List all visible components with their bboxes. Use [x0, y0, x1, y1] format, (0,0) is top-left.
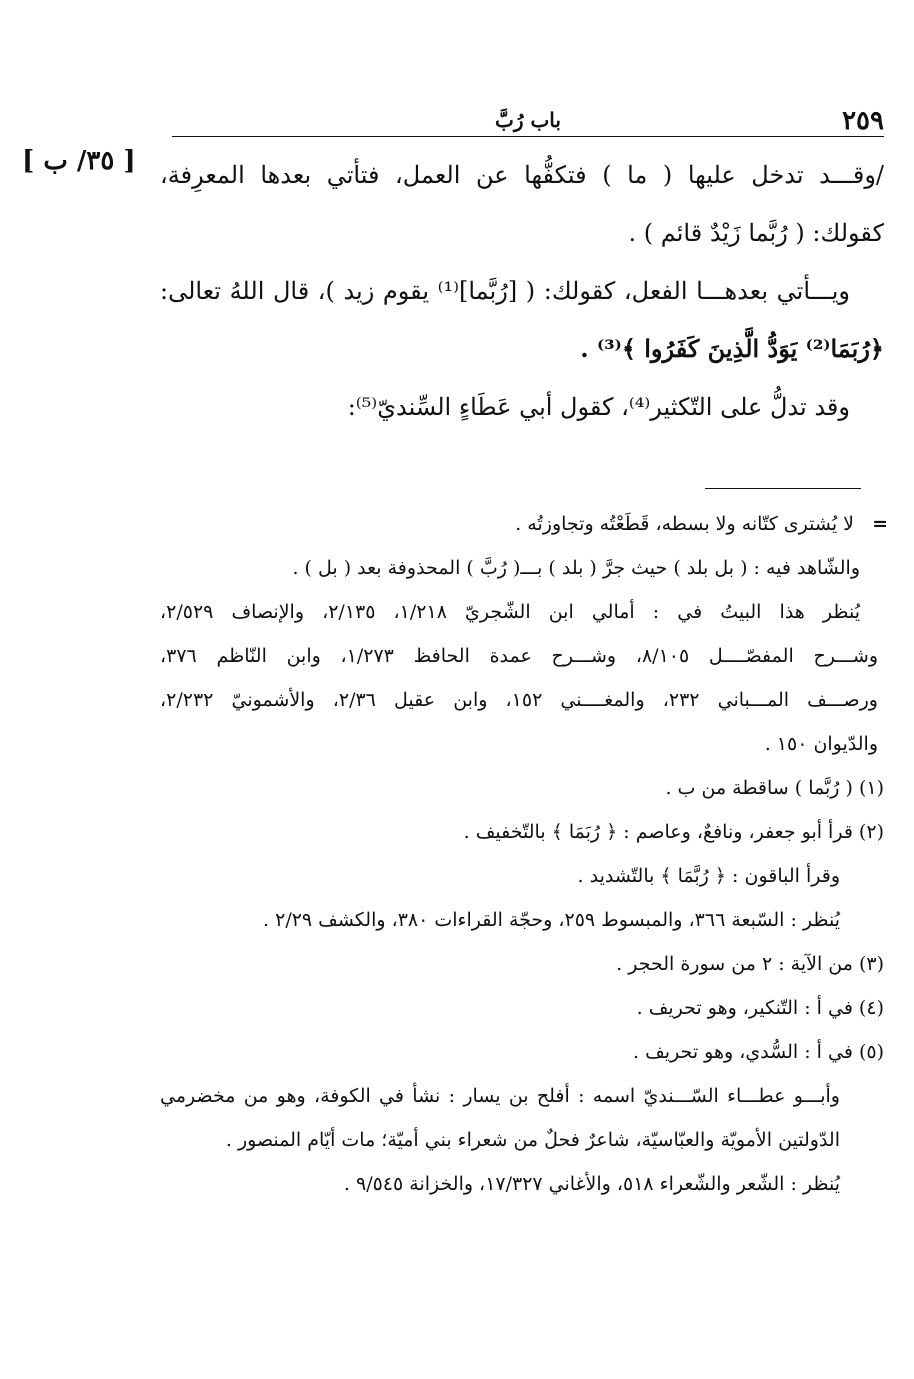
main-text-line: /وقـــد تدخل عليها ( ما ) فتكفُّها عن العمل، فتأتي بعدها المعرِفة، — [160, 161, 884, 189]
main-text-line: ويـــأتي بعدهـــا الفعل، كقولك: ( [رُبَّما]⁽¹⁾ يقوم زيد )، قال اللهُ تعالى: — [160, 277, 850, 305]
page-header — [172, 106, 884, 136]
footnote-item: (١) ( رُبَّما ) ساقطة من ب . — [665, 777, 884, 799]
footnote-line: الدّولتين الأمويّة والعبّاسيّة، شاعرٌ فحلٌ من شعراء بني أميّة؛ مات أيّام المنصور . — [225, 1129, 840, 1151]
quran-verse: ﴿رُبَمَا⁽²⁾ يَوَدُّ الَّذِينَ كَفَرُوا ﴾⁽³⁾ . — [580, 334, 884, 363]
footnote-line: يُنظر هذا البيتُ في : أمالي ابن الشّجريّ ١/٢١٨، ٢/١٣٥، والإنصاف ٢/٥٢٩، — [160, 601, 860, 623]
footnote-separator — [705, 488, 861, 489]
footnote-line-text: لا يُشترى كتّانه ولا بسطه، قَطَعْتُه وتجاوزتُه . — [515, 513, 854, 535]
footnote-line: والشّاهد فيه : ( بل بلد ) حيث جرَّ ( بلد ) بـــ( رُبَّ ) المحذوفة بعد ( بل ) . — [292, 557, 860, 579]
footnote-line — [160, 502, 888, 546]
running-title: باب رُبَّ — [495, 108, 561, 132]
footnote-line: وقرأ الباقون : ﴿ رُبَّمَا ﴾ بالتّشديد . — [577, 865, 840, 887]
main-text-line: وقد تدلُّ على التّكثير⁽⁴⁾، كقول أبي عَطَاءٍ السِّنديّ⁽⁵⁾: — [347, 393, 850, 421]
footnote-line: وشـــرح المفصّــــل ٨/١٠٥، وشـــرح عمدة الحافظ ١/٢٧٣، وابن النّاظم ٣٧٦، — [160, 645, 878, 667]
footnote-line: ورصـــف المـــباني ٢٣٢، والمغــــني ١٥٢، وابن عقيل ٢/٣٦، والأشمونيّ ٢/٢٣٢، — [160, 689, 878, 711]
main-text — [160, 146, 884, 436]
continuation-mark: = — [872, 513, 888, 535]
footnote-line: وأبـــو عطـــاء السّـــنديّ اسمه : أفلح بن يسار : نشأ في الكوفة، وهو من مخضرمي — [160, 1085, 840, 1107]
footnote-line: والدّيوان ١٥٠ . — [764, 733, 878, 755]
footnote-item: (٥) في أ : السُّدي، وهو تحريف . — [633, 1041, 884, 1063]
footnote-item: (٤) في أ : التّنكير، وهو تحريف . — [636, 997, 884, 1019]
footnote-item: (٢) قرأ أبو جعفر، ونافعٌ، وعاصم : ﴿ رُبَمَا ﴾ بالتّخفيف . — [463, 821, 884, 843]
footnotes — [160, 502, 888, 1206]
main-text-line: كقولك: ( رُبَّما زَيْدٌ قائم ) . — [628, 219, 884, 247]
footnote-line: يُنظر : الشّعر والشّعراء ٥١٨، والأغاني ١٧/٣٢٧، والخزانة ٩/٥٤٥ . — [343, 1173, 840, 1195]
page-number: ٢٥٩ — [842, 106, 884, 136]
footnote-line: يُنظر : السّبعة ٣٦٦، والمبسوط ٢٥٩، وحجّة القراءات ٣٨٠، والكشف ٢/٢٩ . — [263, 909, 840, 931]
margin-manuscript-reference: [ ٣٥/ ب ] — [22, 146, 136, 176]
header-rule — [172, 136, 884, 137]
footnote-item: (٣) من الآية : ٢ من سورة الحجر . — [616, 953, 884, 975]
